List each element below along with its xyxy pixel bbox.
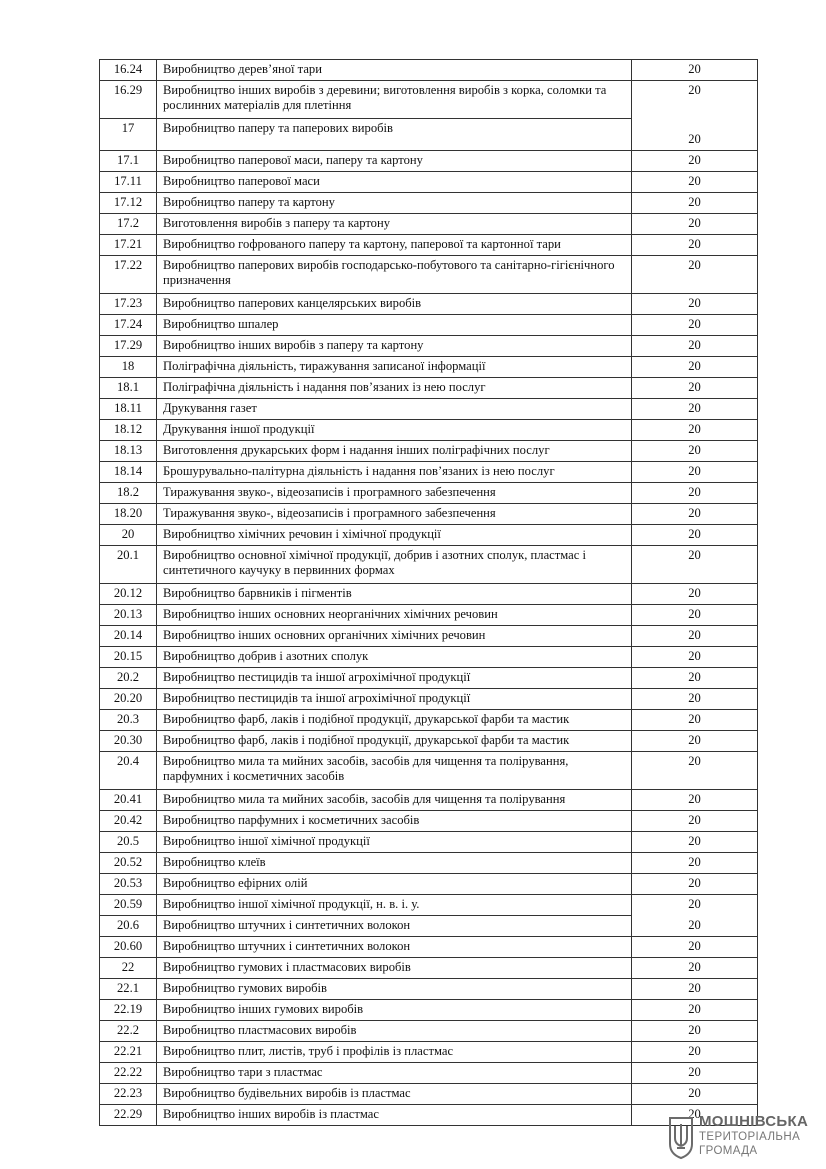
row-activity-name: Виробництво добрив і азотних сполук [157, 647, 632, 668]
row-code: 20.30 [100, 731, 157, 752]
row-activity-name: Друкування іншої продукції [157, 420, 632, 441]
row-activity-name: Виробництво будівельних виробів із пластмас [157, 1084, 632, 1105]
table-row [100, 315, 758, 336]
row-rate: 20 [632, 504, 758, 525]
row-rate: 20 [632, 214, 758, 235]
row-code: 17.23 [100, 294, 157, 315]
row-code: 17.21 [100, 235, 157, 256]
row-activity-name: Виробництво пластмасових виробів [157, 1021, 632, 1042]
table-row [100, 399, 758, 420]
row-rate: 20 [632, 378, 758, 399]
row-activity-name: Поліграфічна діяльність, тиражування записаної інформації [157, 357, 632, 378]
row-code: 20 [100, 525, 157, 546]
row-code: 18.12 [100, 420, 157, 441]
table-row [100, 462, 758, 483]
row-code: 20.41 [100, 790, 157, 811]
table-row [100, 626, 758, 647]
row-code: 22.21 [100, 1042, 157, 1063]
row-code: 20.42 [100, 811, 157, 832]
table-row [100, 731, 758, 752]
table-row [100, 256, 758, 294]
row-code: 20.6 [100, 916, 157, 937]
table-row [100, 584, 758, 605]
row-code: 17.11 [100, 172, 157, 193]
row-rate: 20 [632, 193, 758, 214]
row-code: 22 [100, 958, 157, 979]
row-code: 20.3 [100, 710, 157, 731]
row-activity-name: Брошурувально-палітурна діяльність і надання пов’язаних із нею послуг [157, 462, 632, 483]
row-rate: 20 [632, 752, 758, 790]
table-row [100, 151, 758, 172]
table-row [100, 710, 758, 731]
row-code: 22.23 [100, 1084, 157, 1105]
row-activity-name: Виробництво мила та мийних засобів, засобів для чищення та полірування [157, 790, 632, 811]
row-rate: 20 [632, 1063, 758, 1084]
logo-line-2: ТЕРИТОРІАЛЬНА [699, 1131, 801, 1143]
table-row [100, 668, 758, 689]
row-code: 20.5 [100, 832, 157, 853]
row-activity-name: Друкування газет [157, 399, 632, 420]
row-rate: 20 [632, 441, 758, 462]
row-rate: 20 [632, 916, 758, 937]
trident-icon [667, 1116, 695, 1160]
row-rate: 20 [632, 1042, 758, 1063]
row-rate: 20 [632, 81, 758, 119]
row-rate: 20 [632, 937, 758, 958]
row-code: 17.2 [100, 214, 157, 235]
row-code: 16.24 [100, 60, 157, 81]
logo-line-3: ГРОМАДА [699, 1145, 758, 1157]
table-row [100, 752, 758, 790]
row-code: 22.22 [100, 1063, 157, 1084]
table-row [100, 874, 758, 895]
table-row [100, 1063, 758, 1084]
table-row [100, 853, 758, 874]
row-rate: 20 [632, 172, 758, 193]
row-code: 20.20 [100, 689, 157, 710]
row-code: 22.29 [100, 1105, 157, 1126]
row-rate: 20 [632, 294, 758, 315]
row-activity-name: Виробництво клеїв [157, 853, 632, 874]
row-activity-name: Виробництво інших основних неорганічних хімічних речовин [157, 605, 632, 626]
row-rate: 20 [632, 668, 758, 689]
row-code: 22.19 [100, 1000, 157, 1021]
table-row [100, 916, 758, 937]
table-row [100, 790, 758, 811]
row-activity-name: Виробництво іншої хімічної продукції, н. в. і. у. [157, 895, 632, 916]
row-activity-name: Виробництво гофрованого паперу та картону, паперової та картонної тари [157, 235, 632, 256]
table-row [100, 119, 758, 151]
table-row [100, 811, 758, 832]
row-activity-name: Виробництво паперових канцелярських виробів [157, 294, 632, 315]
row-rate: 20 [632, 336, 758, 357]
row-rate: 20 [632, 256, 758, 294]
row-activity-name: Виробництво пестицидів та іншої агрохімічної продукції [157, 668, 632, 689]
table-row [100, 937, 758, 958]
row-code: 17 [100, 119, 157, 151]
row-activity-name: Виробництво паперу та картону [157, 193, 632, 214]
row-activity-name: Виробництво шпалер [157, 315, 632, 336]
row-activity-name: Виробництво інших виробів з паперу та картону [157, 336, 632, 357]
row-rate: 20 [632, 525, 758, 546]
table-row [100, 1105, 758, 1126]
row-activity-name: Виробництво інших основних органічних хімічних речовин [157, 626, 632, 647]
row-code: 20.13 [100, 605, 157, 626]
row-code: 22.2 [100, 1021, 157, 1042]
table-row [100, 647, 758, 668]
row-code: 20.4 [100, 752, 157, 790]
row-rate: 20 [632, 811, 758, 832]
row-activity-name: Виробництво штучних і синтетичних волокон [157, 916, 632, 937]
row-activity-name: Виробництво барвників і пігментів [157, 584, 632, 605]
row-rate: 20 [632, 1084, 758, 1105]
table-row [100, 172, 758, 193]
row-activity-name: Тиражування звуко-, відеозаписів і програмного забезпечення [157, 483, 632, 504]
row-activity-name: Виробництво ефірних олій [157, 874, 632, 895]
table-row [100, 1000, 758, 1021]
table-row [100, 525, 758, 546]
row-rate: 20 [632, 1000, 758, 1021]
row-activity-name: Виробництво паперової маси, паперу та картону [157, 151, 632, 172]
row-rate: 20 [632, 420, 758, 441]
table-row [100, 214, 758, 235]
row-rate: 20 [632, 315, 758, 336]
row-rate: 20 [632, 731, 758, 752]
row-code: 18.11 [100, 399, 157, 420]
table-row [100, 958, 758, 979]
row-rate: 20 [632, 853, 758, 874]
row-activity-name: Виробництво фарб, лаків і подібної продукції, друкарської фарби та мастик [157, 731, 632, 752]
table-row [100, 60, 758, 81]
row-activity-name: Виготовлення виробів з паперу та картону [157, 214, 632, 235]
row-code: 20.2 [100, 668, 157, 689]
row-rate: 20 [632, 895, 758, 916]
row-code: 20.60 [100, 937, 157, 958]
row-code: 20.15 [100, 647, 157, 668]
row-code: 17.24 [100, 315, 157, 336]
row-code: 20.52 [100, 853, 157, 874]
row-code: 18.1 [100, 378, 157, 399]
row-rate: 20 [632, 1105, 758, 1126]
row-rate: 20 [632, 605, 758, 626]
row-rate: 20 [632, 832, 758, 853]
community-logo [667, 1113, 817, 1161]
row-code: 20.1 [100, 546, 157, 584]
row-activity-name: Виробництво паперових виробів господарсько-побутового та санітарно-гігієнічного призначення [157, 256, 632, 294]
row-rate: 20 [632, 958, 758, 979]
row-code: 18.14 [100, 462, 157, 483]
row-activity-name: Поліграфічна діяльність і надання пов’язаних із нею послуг [157, 378, 632, 399]
row-rate: 20 [632, 483, 758, 504]
row-rate: 20 [632, 647, 758, 668]
table-row [100, 1021, 758, 1042]
table-row [100, 81, 758, 119]
row-activity-name: Виготовлення друкарських форм і надання інших поліграфічних послуг [157, 441, 632, 462]
row-code: 18 [100, 357, 157, 378]
row-rate: 20 [632, 710, 758, 731]
row-activity-name: Виробництво пестицидів та іншої агрохімічної продукції [157, 689, 632, 710]
row-activity-name: Виробництво мила та мийних засобів, засобів для чищення та полірування, парфумних і косметичних засобів [157, 752, 632, 790]
activity-codes-table [99, 59, 758, 1126]
row-code: 18.20 [100, 504, 157, 525]
row-code: 20.53 [100, 874, 157, 895]
row-activity-name: Виробництво інших виробів з деревини; виготовлення виробів з корка, соломки та рослинних матеріалів для плетіння [157, 81, 632, 119]
row-code: 20.59 [100, 895, 157, 916]
table-row [100, 441, 758, 462]
table-row [100, 336, 758, 357]
table-body [100, 60, 758, 1126]
row-code: 22.1 [100, 979, 157, 1000]
row-rate: 20 [632, 1021, 758, 1042]
row-activity-name: Виробництво інших виробів із пластмас [157, 1105, 632, 1126]
row-activity-name: Тиражування звуко-, відеозаписів і програмного забезпечення [157, 504, 632, 525]
row-activity-name: Виробництво парфумних і косметичних засобів [157, 811, 632, 832]
row-activity-name: Виробництво плит, листів, труб і профілів із пластмас [157, 1042, 632, 1063]
table-row [100, 895, 758, 916]
table-row [100, 235, 758, 256]
row-activity-name: Виробництво іншої хімічної продукції [157, 832, 632, 853]
row-rate: 20 [632, 151, 758, 172]
row-activity-name: Виробництво гумових виробів [157, 979, 632, 1000]
row-activity-name: Виробництво фарб, лаків і подібної продукції, друкарської фарби та мастик [157, 710, 632, 731]
table-row [100, 605, 758, 626]
row-rate: 20 [632, 584, 758, 605]
row-rate: 20 [632, 546, 758, 584]
table-row [100, 420, 758, 441]
row-code: 20.12 [100, 584, 157, 605]
table-row [100, 193, 758, 214]
row-rate: 20 [632, 60, 758, 81]
row-rate: 20 [632, 626, 758, 647]
row-rate: 20 [632, 235, 758, 256]
row-code: 18.2 [100, 483, 157, 504]
table-row [100, 504, 758, 525]
row-rate: 20 [632, 462, 758, 483]
row-rate: 20 [632, 399, 758, 420]
table-row [100, 832, 758, 853]
row-code: 16.29 [100, 81, 157, 119]
table-row [100, 294, 758, 315]
row-code: 17.22 [100, 256, 157, 294]
row-rate: 20 [632, 790, 758, 811]
table-row [100, 483, 758, 504]
row-activity-name: Виробництво паперу та паперових виробів [157, 119, 632, 151]
row-activity-name: Виробництво гумових і пластмасових виробів [157, 958, 632, 979]
table-row [100, 357, 758, 378]
row-activity-name: Виробництво тари з пластмас [157, 1063, 632, 1084]
table-row [100, 1084, 758, 1105]
row-activity-name: Виробництво паперової маси [157, 172, 632, 193]
row-code: 17.29 [100, 336, 157, 357]
row-code: 17.12 [100, 193, 157, 214]
table-row [100, 378, 758, 399]
row-code: 17.1 [100, 151, 157, 172]
table-row [100, 546, 758, 584]
row-rate: 20 [632, 357, 758, 378]
row-rate: 20 [632, 689, 758, 710]
row-activity-name: Виробництво штучних і синтетичних волокон [157, 937, 632, 958]
row-rate: 20 [632, 119, 758, 151]
row-activity-name: Виробництво хімічних речовин і хімічної продукції [157, 525, 632, 546]
row-code: 20.14 [100, 626, 157, 647]
row-activity-name: Виробництво основної хімічної продукції, добрив і азотних сполук, пластмас і синтетичного каучуку в первинних формах [157, 546, 632, 584]
row-code: 18.13 [100, 441, 157, 462]
table-row [100, 689, 758, 710]
table-row [100, 1042, 758, 1063]
logo-line-1: МОШНІВСЬКА [699, 1113, 809, 1130]
row-rate: 20 [632, 979, 758, 1000]
table-row [100, 979, 758, 1000]
row-rate: 20 [632, 874, 758, 895]
row-activity-name: Виробництво інших гумових виробів [157, 1000, 632, 1021]
row-activity-name: Виробництво дерев’яної тари [157, 60, 632, 81]
